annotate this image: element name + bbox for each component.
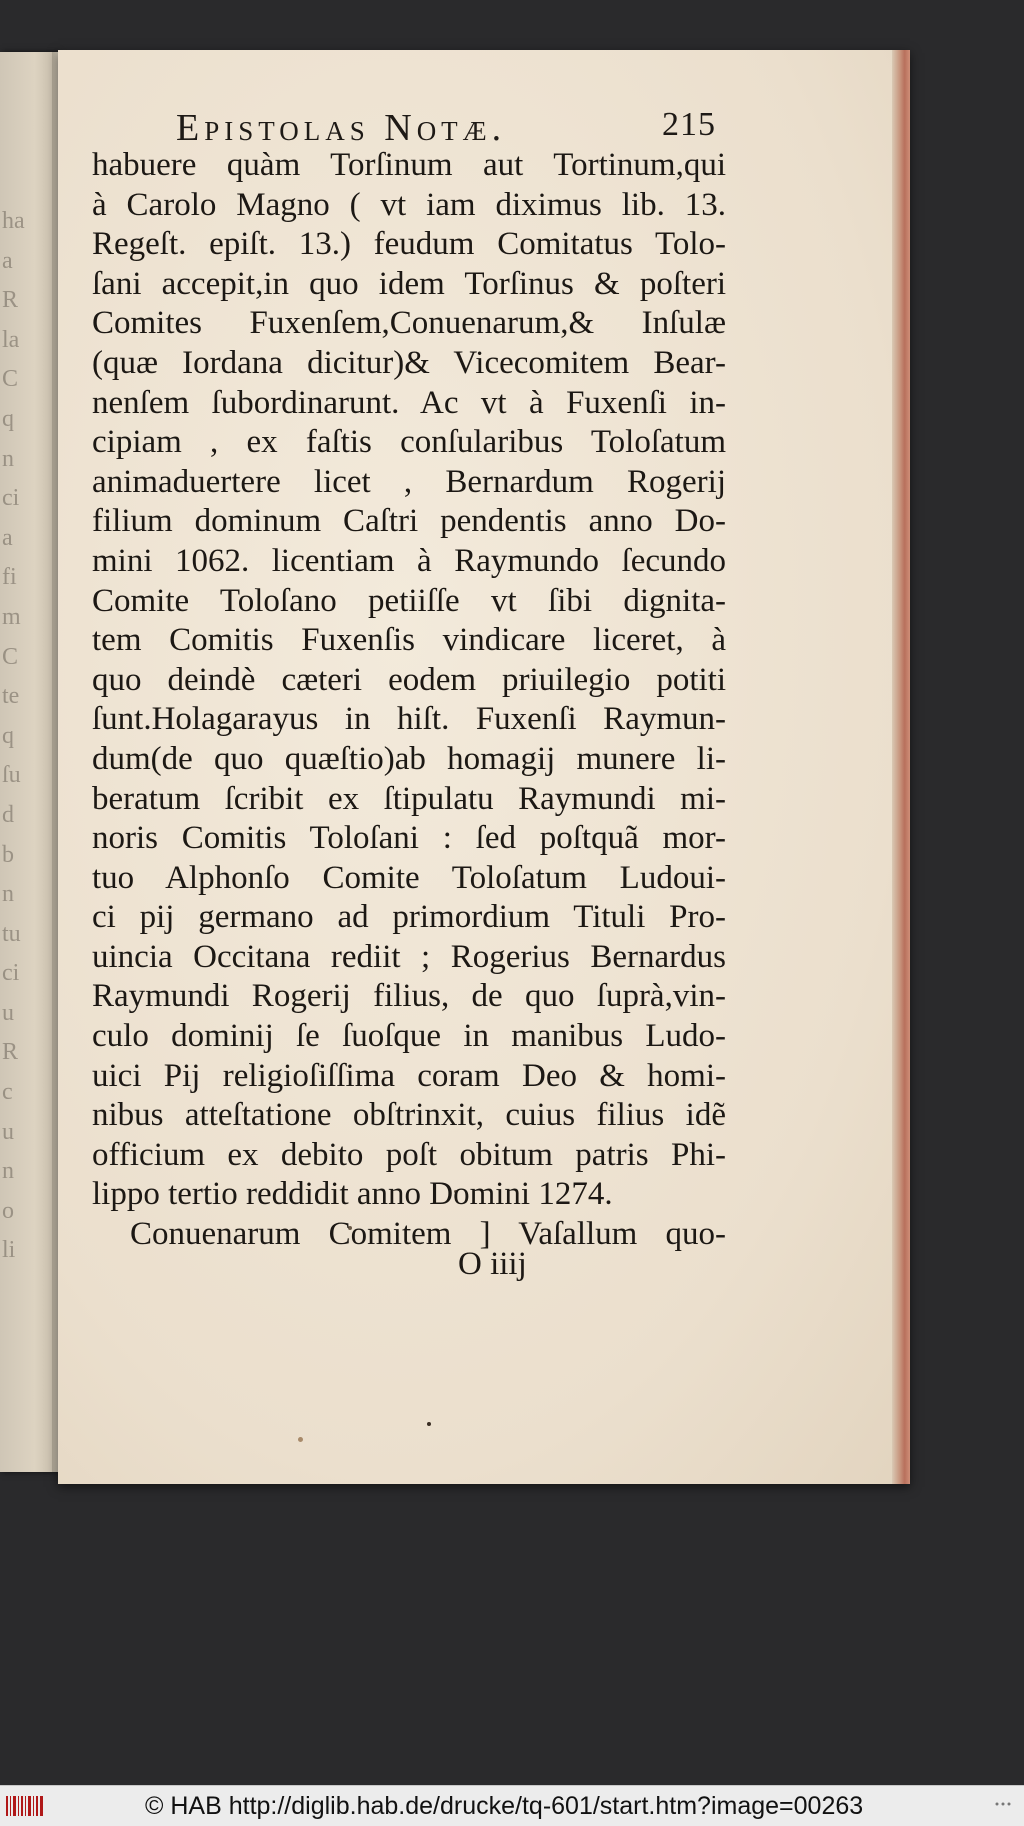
text-line: Regeſt. epiſt. 13.) feudum Comitatus Tolo- bbox=[92, 226, 726, 263]
text-line: à Carolo Magno ( vt iam diximus lib. 13. bbox=[92, 186, 726, 223]
text-line: ci pij germano ad primordium Tituli Pro- bbox=[92, 899, 726, 936]
text-line: filium dominum Caſtri pendentis anno Do- bbox=[92, 503, 726, 540]
text-line: noris Comitis Toloſani : ſed poſtquã mor- bbox=[92, 820, 726, 857]
text-line: Comites Fuxenſem,Conuenarum,& Inſulæ bbox=[92, 305, 726, 342]
text-line: cipiam , ex faſtis conſularibus Toloſatum bbox=[92, 424, 726, 461]
paper-speck bbox=[298, 1437, 303, 1442]
barcode-icon bbox=[6, 1794, 44, 1818]
text-line: tuo Alphonſo Comite Toloſatum Ludoui- bbox=[92, 859, 726, 896]
signature-mark: O iiij bbox=[458, 1246, 527, 1282]
footer-bar bbox=[0, 1785, 1024, 1826]
text-line: officium ex debito poſt obitum patris Phi- bbox=[92, 1136, 726, 1173]
text-line: mini 1062. licentiam à Raymundo ſecundo bbox=[92, 542, 726, 579]
previous-page-edge bbox=[0, 52, 58, 1472]
text-line: animaduertere licet , Bernardum Rogerij bbox=[92, 463, 726, 500]
page-number: 215 bbox=[662, 106, 716, 143]
red-fore-edge bbox=[892, 50, 910, 1484]
text-line: ſunt.Holagarayus in hiſt. Fuxenſi Raymun- bbox=[92, 701, 726, 738]
text-line: uici Pij religioſiſſima coram Deo & homi- bbox=[92, 1057, 726, 1094]
text-line: ſani accepit,in quo idem Torſinus & poſteri bbox=[92, 265, 726, 302]
text-line: uincia Occitana rediit ; Rogerius Bernardus bbox=[92, 938, 726, 975]
body-text bbox=[92, 146, 726, 1255]
text-line: lippo tertio reddidit anno Domini 1274. bbox=[92, 1176, 613, 1213]
more-icon bbox=[994, 1801, 1012, 1807]
running-title: Epistolas Notæ. bbox=[176, 107, 507, 149]
text-line: Conuenarum Comitem ] Vaſallum quo- bbox=[130, 1216, 726, 1253]
text-line: tem Comitis Fuxenſis vindicare liceret, à bbox=[92, 622, 726, 659]
text-line: beratum ſcribit ex ſtipulatu Raymundi mi- bbox=[92, 780, 726, 817]
bleed-through-text: ha a R la C q n ci a fi m C te q ſu d b n tu ci u R c u n o li bbox=[2, 208, 25, 1264]
text-line: dum(de quo quæſtio)ab homagij munere li- bbox=[92, 740, 726, 777]
text-line: culo dominij ſe ſuoſque in manibus Ludo- bbox=[92, 1018, 726, 1055]
text-line: habuere quàm Torſinum aut Tortinum,qui bbox=[92, 147, 726, 183]
copyright-link[interactable]: © HAB http://diglib.hab.de/drucke/tq-601/start.htm?image=00263 bbox=[145, 1792, 864, 1820]
text-line: nibus atteſtatione obſtrinxit, cuius filius idẽ bbox=[92, 1097, 726, 1134]
text-line: (quæ Iordana dicitur)& Vicecomitem Bear- bbox=[92, 344, 726, 381]
text-line: nenſem ſubordinarunt. Ac vt à Fuxenſi in- bbox=[92, 384, 726, 421]
paper-speck bbox=[427, 1422, 431, 1426]
text-line: Raymundi Rogerij filius, de quo ſuprà,vin- bbox=[92, 978, 726, 1015]
text-line: Comite Toloſano petiiſſe vt ſibi dignita- bbox=[92, 582, 726, 619]
text-line: quo deindè cæteri eodem priuilegio potiti bbox=[92, 661, 726, 698]
